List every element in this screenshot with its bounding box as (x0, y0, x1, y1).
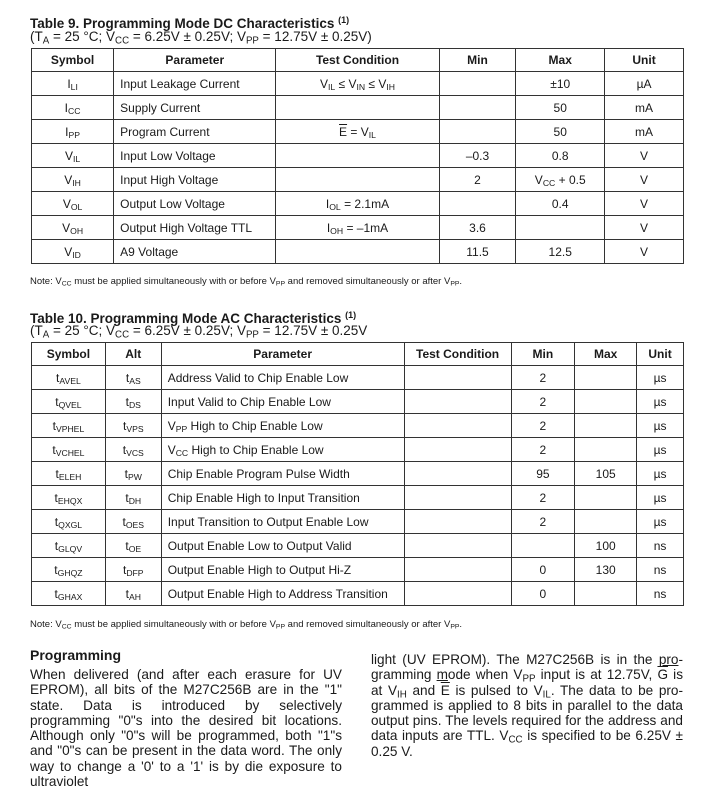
table10-row (32, 414, 684, 438)
max-cell: 0.4 (516, 192, 605, 216)
max-cell: 12.5 (516, 240, 605, 264)
table9-row (32, 168, 684, 192)
symbol-cell: $V_{ID}$ (32, 240, 114, 264)
unit-cell: µs (637, 510, 684, 534)
alt-cell: $t_{OE}$ (105, 534, 161, 558)
test-condition-cell: $I_{OH} = -1mA$ (276, 216, 439, 240)
parameter-cell: Output Enable High to Output Hi-Z (161, 558, 404, 582)
symbol-cell: $t_{VPHEL}$ (32, 414, 106, 438)
min-cell: 2 (511, 486, 575, 510)
table10-row (32, 486, 684, 510)
parameter-cell: Chip Enable High to Input Transition (161, 486, 404, 510)
parameter-cell: Input Valid to Chip Enable Low (161, 390, 404, 414)
unit-cell: V (605, 240, 684, 264)
max-cell (516, 216, 605, 240)
max-cell (575, 510, 637, 534)
table10-row (32, 366, 684, 390)
max-cell: ±10 (516, 72, 605, 96)
symbol-cell: $V_{IL}$ (32, 144, 114, 168)
table10-header-symbol: Symbol (32, 343, 106, 366)
parameter-cell: Address Valid to Chip Enable Low (161, 366, 404, 390)
alt-cell: $t_{OES}$ (105, 510, 161, 534)
unit-cell: µs (637, 366, 684, 390)
parameter-cell: Supply Current (114, 96, 276, 120)
min-cell: 0 (511, 582, 575, 606)
table10-header-alt: Alt (105, 343, 161, 366)
table9-header-test-condition: Test Condition (276, 49, 439, 72)
max-cell: 50 (516, 96, 605, 120)
programming-heading: Programming (30, 647, 122, 663)
symbol-cell: $t_{EHQX}$ (32, 486, 106, 510)
parameter-cell: Input Low Voltage (114, 144, 276, 168)
table10-conditions: ($T_A = 25$ °C; $V_{CC} = 6.25V \pm 0.25V$; $V_{PP} = 12.75V \pm 0.25V$ (30, 323, 368, 341)
symbol-cell: $t_{QXGL}$ (32, 510, 106, 534)
alt-cell: $t_{DS}$ (105, 390, 161, 414)
table9-row (32, 216, 684, 240)
unit-cell: µA (605, 72, 684, 96)
parameter-cell: Output High Voltage TTL (114, 216, 276, 240)
unit-cell: µs (637, 462, 684, 486)
test-condition-cell (404, 414, 511, 438)
alt-cell: $t_{AS}$ (105, 366, 161, 390)
test-condition-cell: $\overline{E} = V_{IL}$ (276, 120, 439, 144)
test-condition-cell (404, 462, 511, 486)
test-condition-cell: $V_{IL} \le V_{IN} \le V_{IH}$ (276, 72, 439, 96)
test-condition-cell (404, 390, 511, 414)
parameter-cell: Output Low Voltage (114, 192, 276, 216)
min-cell: 2 (511, 438, 575, 462)
max-cell: 130 (575, 558, 637, 582)
table10-header-test-condition: Test Condition (404, 343, 511, 366)
symbol-cell: $V_{IH}$ (32, 168, 114, 192)
parameter-cell: Program Current (114, 120, 276, 144)
table9-header-min: Min (439, 49, 516, 72)
min-cell: 95 (511, 462, 575, 486)
table10-header-unit: Unit (637, 343, 684, 366)
table9-row (32, 96, 684, 120)
unit-cell: V (605, 144, 684, 168)
max-cell (575, 390, 637, 414)
parameter-cell: $V_{PP}$ High to Chip Enable Low (161, 414, 404, 438)
table9-header-unit: Unit (605, 49, 684, 72)
max-cell: 100 (575, 534, 637, 558)
min-cell: 0 (511, 558, 575, 582)
parameter-cell: Input Transition to Output Enable Low (161, 510, 404, 534)
symbol-cell: $I_{LI}$ (32, 72, 114, 96)
max-cell (575, 582, 637, 606)
min-cell: 2 (511, 510, 575, 534)
unit-cell: V (605, 216, 684, 240)
alt-cell: $t_{PW}$ (105, 462, 161, 486)
test-condition-cell (404, 534, 511, 558)
test-condition-cell (404, 438, 511, 462)
table9-header-row (32, 49, 684, 72)
table10-header-parameter: Parameter (161, 343, 404, 366)
test-condition-cell (404, 558, 511, 582)
max-cell (575, 414, 637, 438)
table10-row (32, 462, 684, 486)
unit-cell: V (605, 192, 684, 216)
symbol-cell: $t_{GHQZ}$ (32, 558, 106, 582)
min-cell: 2 (511, 366, 575, 390)
max-cell: $V_{CC} + 0.5$ (516, 168, 605, 192)
symbol-cell: $V_{OL}$ (32, 192, 114, 216)
symbol-cell: $t_{VCHEL}$ (32, 438, 106, 462)
max-cell: 50 (516, 120, 605, 144)
symbol-cell: $I_{CC}$ (32, 96, 114, 120)
max-cell: 105 (575, 462, 637, 486)
table10-row (32, 438, 684, 462)
symbol-cell: $t_{GLQV}$ (32, 534, 106, 558)
parameter-cell: A9 Voltage (114, 240, 276, 264)
table9-row (32, 120, 684, 144)
min-cell (439, 96, 516, 120)
unit-cell: mA (605, 96, 684, 120)
parameter-cell: Input Leakage Current (114, 72, 276, 96)
alt-cell: $t_{VCS}$ (105, 438, 161, 462)
max-cell: 0.8 (516, 144, 605, 168)
table9-header-symbol: Symbol (32, 49, 114, 72)
max-cell (575, 438, 637, 462)
table9-note: Note: $V_{CC}$ must be applied simultaneously with or before $V_{PP}$ and removed simultaneously or after $V_{PP}$. (30, 276, 463, 288)
min-cell: 3.6 (439, 216, 516, 240)
table10-header-min: Min (511, 343, 575, 366)
test-condition-cell (276, 144, 439, 168)
min-cell (439, 192, 516, 216)
table9-header-parameter: Parameter (114, 49, 276, 72)
parameter-cell: Input High Voltage (114, 168, 276, 192)
table10-header-row (32, 343, 684, 366)
table10-row (32, 390, 684, 414)
table10 (31, 342, 684, 606)
table9 (31, 48, 684, 264)
test-condition-cell: $I_{OL} = 2.1mA$ (276, 192, 439, 216)
min-cell (511, 534, 575, 558)
min-cell: 2 (511, 414, 575, 438)
alt-cell: $t_{VPS}$ (105, 414, 161, 438)
unit-cell: ns (637, 534, 684, 558)
table10-footnote-ref: (1) (345, 310, 357, 320)
alt-cell: $t_{AH}$ (105, 582, 161, 606)
table9-row (32, 144, 684, 168)
test-condition-cell (276, 168, 439, 192)
parameter-cell: Output Enable High to Address Transition (161, 582, 404, 606)
table9-footnote-ref: (1) (338, 15, 350, 25)
test-condition-cell (404, 366, 511, 390)
unit-cell: ns (637, 582, 684, 606)
table10-row (32, 510, 684, 534)
table10-note: Note: $V_{CC}$ must be applied simultaneously with or before $V_{PP}$ and removed simultaneously or after $V_{PP}$. (30, 619, 463, 631)
test-condition-cell (404, 486, 511, 510)
alt-cell: $t_{DH}$ (105, 486, 161, 510)
table10-row (32, 582, 684, 606)
min-cell: 11.5 (439, 240, 516, 264)
table10-header-max: Max (575, 343, 637, 366)
table9-row (32, 192, 684, 216)
parameter-cell: Output Enable Low to Output Valid (161, 534, 404, 558)
min-cell (439, 72, 516, 96)
unit-cell: ns (637, 558, 684, 582)
table9-conditions: ($T_A = 25$ °C; $V_{CC} = 6.25V \pm 0.25V$; $V_{PP} = 12.75V \pm 0.25V$) (30, 29, 372, 47)
symbol-cell: $t_{GHAX}$ (32, 582, 106, 606)
table9-row (32, 240, 684, 264)
test-condition-cell (404, 510, 511, 534)
unit-cell: µs (637, 438, 684, 462)
symbol-cell: $t_{ELEH}$ (32, 462, 106, 486)
table9-row (32, 72, 684, 96)
min-cell: 2 (511, 390, 575, 414)
min-cell (439, 120, 516, 144)
test-condition-cell (404, 582, 511, 606)
test-condition-cell (276, 96, 439, 120)
unit-cell: µs (637, 390, 684, 414)
min-cell: 2 (439, 168, 516, 192)
programming-paragraph-col2: light (UV EPROM). The M27C256B is in the pro-gramming mode when $V_{PP}$ input is at 12.75V, $\overline{G}$ is at $V_{IH}$ and $\overline{E}$ is pulsed to $V_{IL}$. The data to be pro-grammed is applied to 8 bits in parallel to the data output pins. The levels required for the address and data inputs are TTL. $V_{CC}$ is specified to be 6.25V ± 0.25 V. (371, 652, 683, 759)
max-cell (575, 366, 637, 390)
table10-row (32, 558, 684, 582)
unit-cell: mA (605, 120, 684, 144)
symbol-cell: $t_{AVEL}$ (32, 366, 106, 390)
unit-cell: µs (637, 486, 684, 510)
max-cell (575, 486, 637, 510)
unit-cell: V (605, 168, 684, 192)
table9-header-max: Max (516, 49, 605, 72)
unit-cell: µs (637, 414, 684, 438)
symbol-cell: $I_{PP}$ (32, 120, 114, 144)
parameter-cell: $V_{CC}$ High to Chip Enable Low (161, 438, 404, 462)
test-condition-cell (276, 240, 439, 264)
alt-cell: $t_{DFP}$ (105, 558, 161, 582)
table10-row (32, 534, 684, 558)
symbol-cell: $t_{QVEL}$ (32, 390, 106, 414)
table9-title-text: Table 9. Programming Mode DC Characteristics (30, 16, 335, 31)
min-cell: –0.3 (439, 144, 516, 168)
programming-paragraph-col1: When delivered (and after each erasure for UV EPROM), all bits of the M27C256B are in the "1" state. Data is introduced by selectively programming "0"s into the desired bit locations. Although only "0"s will be programmed, both "1"s and "0"s can be present in the data word. The only way to change a '0' to a '1' is by die exposure to ultraviolet (30, 667, 342, 789)
parameter-cell: Chip Enable Program Pulse Width (161, 462, 404, 486)
symbol-cell: $V_{OH}$ (32, 216, 114, 240)
table10-title-text: Table 10. Programming Mode AC Characteristics (30, 311, 342, 326)
